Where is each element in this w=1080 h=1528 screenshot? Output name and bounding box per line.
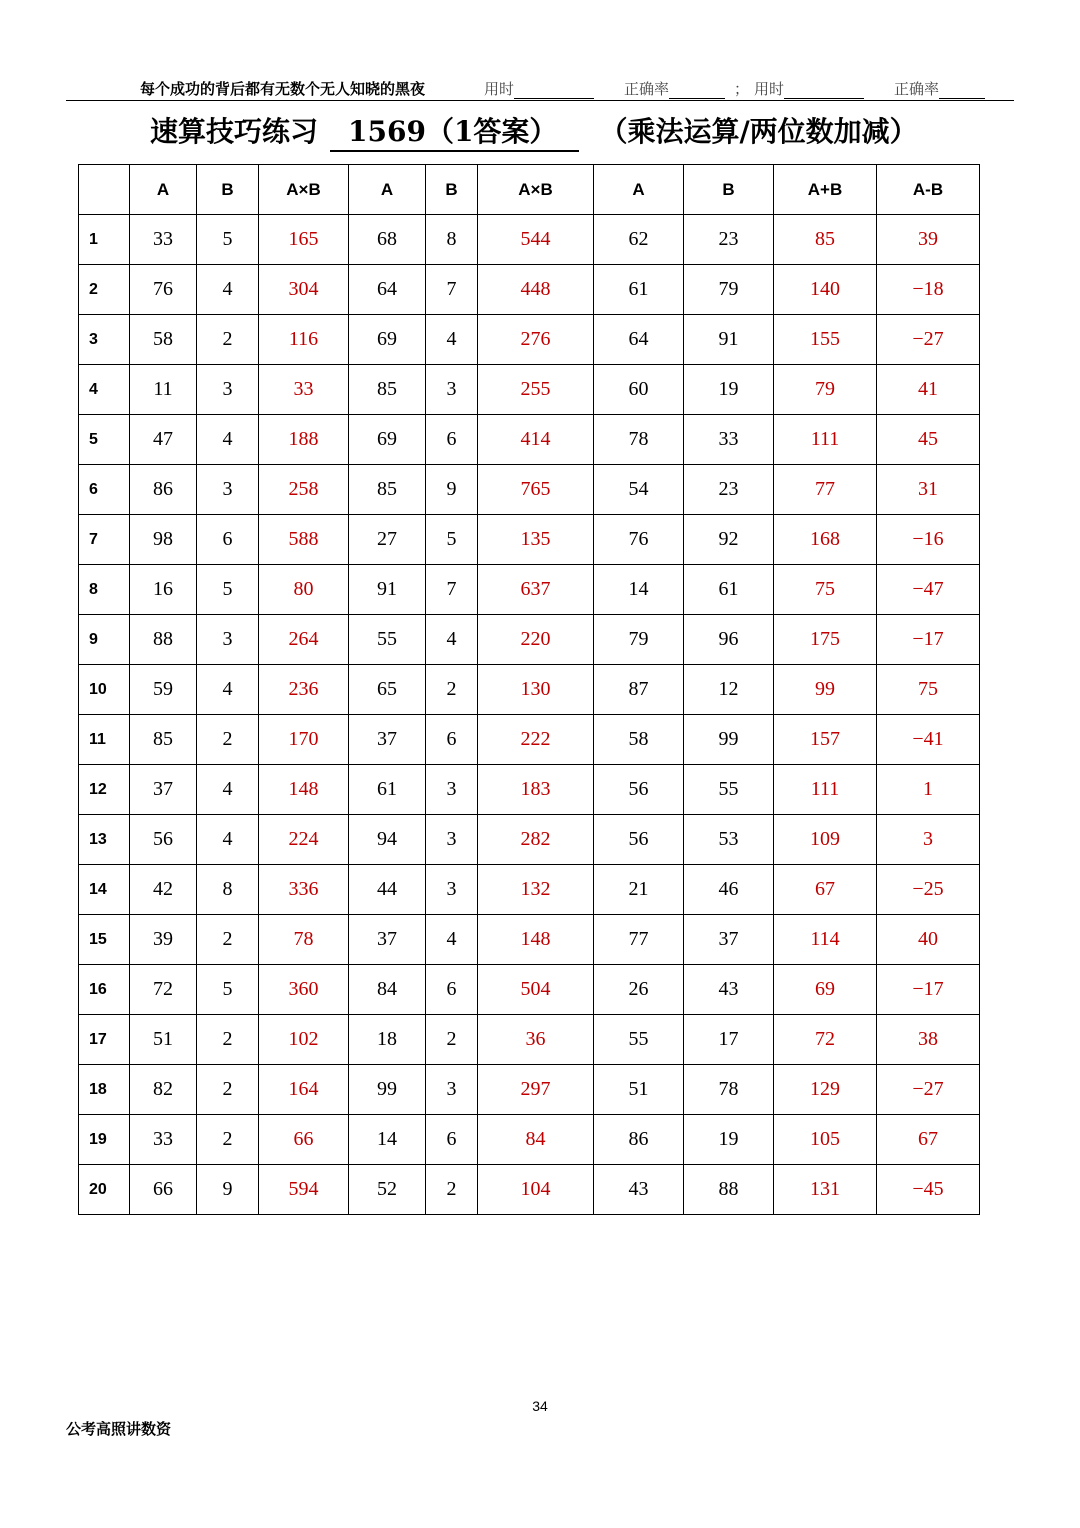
cell-a1: 82 (130, 1065, 197, 1115)
cell-a2: 94 (349, 815, 426, 865)
cell-product2: 637 (478, 565, 594, 615)
table-row (79, 1165, 980, 1215)
cell-a1: 85 (130, 715, 197, 765)
cell-product2: 297 (478, 1065, 594, 1115)
cell-a1: 98 (130, 515, 197, 565)
row-number: 3 (79, 315, 130, 365)
cell-b3: 55 (684, 765, 774, 815)
column-header-b2: B (426, 165, 478, 215)
column-header-a1: A (130, 165, 197, 215)
cell-a3: 14 (594, 565, 684, 615)
cell-b3: 23 (684, 465, 774, 515)
cell-difference: −17 (877, 965, 980, 1015)
time-blank-2[interactable] (784, 84, 864, 99)
cell-a2: 85 (349, 465, 426, 515)
table-row (79, 865, 980, 915)
cell-b2: 4 (426, 915, 478, 965)
row-number: 4 (79, 365, 130, 415)
table-row (79, 815, 980, 865)
cell-a2: 68 (349, 215, 426, 265)
cell-b3: 17 (684, 1015, 774, 1065)
cell-a1: 72 (130, 965, 197, 1015)
cell-a3: 58 (594, 715, 684, 765)
footer-text: 公考高照讲数资 (66, 1421, 172, 1438)
column-header-b1: B (197, 165, 259, 215)
time-blank-1[interactable] (514, 84, 594, 99)
answer-table (78, 164, 980, 1215)
table-body (79, 215, 980, 1215)
cell-b3: 19 (684, 365, 774, 415)
cell-a3: 79 (594, 615, 684, 665)
table-row (79, 515, 980, 565)
table-row (79, 615, 980, 665)
cell-a2: 52 (349, 1165, 426, 1215)
cell-product2: 220 (478, 615, 594, 665)
time-field-2 (754, 78, 864, 99)
cell-b1: 4 (197, 265, 259, 315)
cell-b1: 3 (197, 365, 259, 415)
cell-b1: 3 (197, 615, 259, 665)
row-number: 16 (79, 965, 130, 1015)
cell-difference: 39 (877, 215, 980, 265)
row-number: 14 (79, 865, 130, 915)
cell-a1: 37 (130, 765, 197, 815)
page-title (150, 110, 918, 154)
cell-b2: 6 (426, 1115, 478, 1165)
time-label-1: 用时 (484, 81, 515, 98)
time-label-2: 用时 (754, 81, 785, 98)
row-number: 20 (79, 1165, 130, 1215)
cell-sum: 99 (774, 665, 877, 715)
cell-a2: 27 (349, 515, 426, 565)
cell-product2: 84 (478, 1115, 594, 1165)
cell-b3: 53 (684, 815, 774, 865)
table-row (79, 365, 980, 415)
cell-product1: 170 (259, 715, 349, 765)
cell-difference: 31 (877, 465, 980, 515)
cell-a3: 76 (594, 515, 684, 565)
cell-a1: 42 (130, 865, 197, 915)
cell-a2: 37 (349, 715, 426, 765)
cell-a3: 51 (594, 1065, 684, 1115)
motto-text: 每个成功的背后都有无数个无人知晓的黑夜 (140, 81, 426, 98)
title-suffix: （乘法运算/两位数加减） (599, 115, 918, 148)
cell-a1: 88 (130, 615, 197, 665)
cell-b3: 23 (684, 215, 774, 265)
cell-sum: 69 (774, 965, 877, 1015)
cell-a1: 86 (130, 465, 197, 515)
cell-product1: 258 (259, 465, 349, 515)
row-number: 6 (79, 465, 130, 515)
table-row (79, 915, 980, 965)
cell-b2: 2 (426, 1015, 478, 1065)
cell-b2: 6 (426, 415, 478, 465)
cell-b3: 19 (684, 1115, 774, 1165)
cell-b2: 5 (426, 515, 478, 565)
cell-difference: −27 (877, 315, 980, 365)
cell-difference: 3 (877, 815, 980, 865)
cell-a1: 76 (130, 265, 197, 315)
cell-a1: 33 (130, 1115, 197, 1165)
accuracy-label-2: 正确率 (894, 81, 940, 98)
cell-a3: 26 (594, 965, 684, 1015)
title-code: 1569（1答案） (330, 110, 579, 152)
cell-product2: 255 (478, 365, 594, 415)
cell-sum: 131 (774, 1165, 877, 1215)
cell-product2: 135 (478, 515, 594, 565)
table-row (79, 465, 980, 515)
cell-product2: 104 (478, 1165, 594, 1215)
cell-a3: 78 (594, 415, 684, 465)
cell-a1: 51 (130, 1015, 197, 1065)
table-row (79, 1115, 980, 1165)
cell-difference: 41 (877, 365, 980, 415)
cell-a2: 14 (349, 1115, 426, 1165)
cell-b2: 3 (426, 865, 478, 915)
cell-difference: 40 (877, 915, 980, 965)
cell-a2: 65 (349, 665, 426, 715)
cell-sum: 105 (774, 1115, 877, 1165)
header-row (79, 165, 980, 215)
cell-a2: 61 (349, 765, 426, 815)
row-number: 13 (79, 815, 130, 865)
cell-sum: 155 (774, 315, 877, 365)
column-header-a3: A (594, 165, 684, 215)
cell-product1: 588 (259, 515, 349, 565)
column-header-sum: A+B (774, 165, 877, 215)
cell-sum: 129 (774, 1065, 877, 1115)
cell-b1: 4 (197, 765, 259, 815)
table-row (79, 965, 980, 1015)
cell-a2: 69 (349, 415, 426, 465)
cell-b3: 37 (684, 915, 774, 965)
row-number: 12 (79, 765, 130, 815)
cell-b2: 6 (426, 715, 478, 765)
cell-b2: 3 (426, 765, 478, 815)
cell-difference: −27 (877, 1065, 980, 1115)
cell-difference: −17 (877, 615, 980, 665)
table-row (79, 665, 980, 715)
row-number: 19 (79, 1115, 130, 1165)
cell-product1: 594 (259, 1165, 349, 1215)
cell-product1: 33 (259, 365, 349, 415)
row-number: 1 (79, 215, 130, 265)
cell-a1: 39 (130, 915, 197, 965)
cell-a3: 60 (594, 365, 684, 415)
cell-a1: 58 (130, 315, 197, 365)
cell-b1: 4 (197, 815, 259, 865)
cell-difference: 38 (877, 1015, 980, 1065)
cell-difference: −25 (877, 865, 980, 915)
cell-product1: 148 (259, 765, 349, 815)
cell-product1: 78 (259, 915, 349, 965)
cell-sum: 72 (774, 1015, 877, 1065)
cell-b1: 5 (197, 965, 259, 1015)
cell-b1: 2 (197, 715, 259, 765)
cell-a2: 64 (349, 265, 426, 315)
table-row (79, 765, 980, 815)
cell-b2: 3 (426, 1065, 478, 1115)
cell-b2: 3 (426, 815, 478, 865)
cell-difference: 67 (877, 1115, 980, 1165)
cell-product2: 544 (478, 215, 594, 265)
cell-sum: 79 (774, 365, 877, 415)
cell-b2: 6 (426, 965, 478, 1015)
cell-product2: 414 (478, 415, 594, 465)
cell-b2: 3 (426, 365, 478, 415)
cell-a1: 47 (130, 415, 197, 465)
cell-a3: 62 (594, 215, 684, 265)
cell-difference: −41 (877, 715, 980, 765)
cell-sum: 114 (774, 915, 877, 965)
column-header-product2: A×B (478, 165, 594, 215)
cell-product2: 282 (478, 815, 594, 865)
cell-b1: 2 (197, 315, 259, 365)
column-header-index (79, 165, 130, 215)
column-header-product1: A×B (259, 165, 349, 215)
cell-difference: −16 (877, 515, 980, 565)
title-prefix: 速算技巧练习 (150, 115, 319, 148)
cell-a1: 16 (130, 565, 197, 615)
cell-product2: 448 (478, 265, 594, 315)
cell-a3: 77 (594, 915, 684, 965)
cell-product1: 102 (259, 1015, 349, 1065)
table-row (79, 215, 980, 265)
cell-a3: 86 (594, 1115, 684, 1165)
cell-difference: −47 (877, 565, 980, 615)
row-number: 7 (79, 515, 130, 565)
cell-b2: 9 (426, 465, 478, 515)
cell-product2: 222 (478, 715, 594, 765)
cell-a3: 21 (594, 865, 684, 915)
page-number: 34 (532, 1398, 548, 1414)
cell-product1: 188 (259, 415, 349, 465)
cell-b1: 5 (197, 565, 259, 615)
cell-b1: 9 (197, 1165, 259, 1215)
separator: ； (734, 81, 750, 98)
row-number: 15 (79, 915, 130, 965)
cell-difference: −18 (877, 265, 980, 315)
row-number: 17 (79, 1015, 130, 1065)
cell-b2: 4 (426, 615, 478, 665)
cell-a3: 64 (594, 315, 684, 365)
cell-a2: 85 (349, 365, 426, 415)
cell-product2: 36 (478, 1015, 594, 1065)
cell-sum: 77 (774, 465, 877, 515)
table-row (79, 1065, 980, 1115)
cell-b1: 5 (197, 215, 259, 265)
cell-b1: 4 (197, 665, 259, 715)
row-number: 5 (79, 415, 130, 465)
cell-b1: 2 (197, 915, 259, 965)
cell-sum: 85 (774, 215, 877, 265)
cell-sum: 140 (774, 265, 877, 315)
column-header-difference: A-B (877, 165, 980, 215)
cell-a2: 69 (349, 315, 426, 365)
cell-difference: −45 (877, 1165, 980, 1215)
cell-b1: 2 (197, 1015, 259, 1065)
cell-product1: 165 (259, 215, 349, 265)
cell-b1: 6 (197, 515, 259, 565)
cell-a2: 44 (349, 865, 426, 915)
cell-sum: 157 (774, 715, 877, 765)
cell-a3: 43 (594, 1165, 684, 1215)
cell-b3: 43 (684, 965, 774, 1015)
cell-b3: 99 (684, 715, 774, 765)
cell-product1: 80 (259, 565, 349, 615)
cell-product1: 66 (259, 1115, 349, 1165)
table-row (79, 715, 980, 765)
column-header-b3: B (684, 165, 774, 215)
row-number: 8 (79, 565, 130, 615)
cell-b3: 88 (684, 1165, 774, 1215)
cell-a2: 84 (349, 965, 426, 1015)
cell-b3: 46 (684, 865, 774, 915)
cell-difference: 45 (877, 415, 980, 465)
cell-b3: 96 (684, 615, 774, 665)
cell-a3: 61 (594, 265, 684, 315)
table-row (79, 415, 980, 465)
cell-product1: 116 (259, 315, 349, 365)
cell-b3: 61 (684, 565, 774, 615)
cell-b2: 2 (426, 665, 478, 715)
cell-a3: 87 (594, 665, 684, 715)
cell-b1: 2 (197, 1115, 259, 1165)
cell-b1: 8 (197, 865, 259, 915)
cell-b2: 7 (426, 265, 478, 315)
column-header-a2: A (349, 165, 426, 215)
table-row (79, 565, 980, 615)
cell-b3: 78 (684, 1065, 774, 1115)
cell-a1: 59 (130, 665, 197, 715)
cell-product2: 504 (478, 965, 594, 1015)
cell-a3: 56 (594, 815, 684, 865)
cell-a2: 37 (349, 915, 426, 965)
cell-a1: 11 (130, 365, 197, 415)
cell-b1: 2 (197, 1065, 259, 1115)
cell-product2: 148 (478, 915, 594, 965)
cell-a3: 56 (594, 765, 684, 815)
cell-a1: 56 (130, 815, 197, 865)
cell-product2: 130 (478, 665, 594, 715)
cell-product1: 304 (259, 265, 349, 315)
row-number: 11 (79, 715, 130, 765)
cell-b2: 4 (426, 315, 478, 365)
cell-a2: 18 (349, 1015, 426, 1065)
cell-a1: 33 (130, 215, 197, 265)
cell-sum: 168 (774, 515, 877, 565)
table-row (79, 315, 980, 365)
cell-sum: 67 (774, 865, 877, 915)
cell-a2: 55 (349, 615, 426, 665)
cell-sum: 75 (774, 565, 877, 615)
cell-product2: 276 (478, 315, 594, 365)
time-field-1 (484, 78, 594, 99)
table-row (79, 265, 980, 315)
cell-a3: 55 (594, 1015, 684, 1065)
cell-product2: 765 (478, 465, 594, 515)
cell-product1: 360 (259, 965, 349, 1015)
cell-b2: 7 (426, 565, 478, 615)
cell-product1: 224 (259, 815, 349, 865)
row-number: 10 (79, 665, 130, 715)
row-number: 2 (79, 265, 130, 315)
accuracy-field-1 (624, 78, 725, 99)
cell-a3: 54 (594, 465, 684, 515)
page-header (66, 76, 1014, 101)
cell-b1: 3 (197, 465, 259, 515)
row-number: 9 (79, 615, 130, 665)
cell-difference: 75 (877, 665, 980, 715)
cell-product1: 264 (259, 615, 349, 665)
cell-b3: 92 (684, 515, 774, 565)
cell-b2: 8 (426, 215, 478, 265)
cell-difference: 1 (877, 765, 980, 815)
accuracy-label-1: 正确率 (624, 81, 670, 98)
cell-sum: 109 (774, 815, 877, 865)
cell-sum: 175 (774, 615, 877, 665)
cell-a2: 91 (349, 565, 426, 615)
cell-b3: 91 (684, 315, 774, 365)
cell-product1: 336 (259, 865, 349, 915)
cell-b2: 2 (426, 1165, 478, 1215)
cell-product2: 183 (478, 765, 594, 815)
cell-product1: 236 (259, 665, 349, 715)
cell-b3: 79 (684, 265, 774, 315)
cell-b3: 12 (684, 665, 774, 715)
row-number: 18 (79, 1065, 130, 1115)
cell-sum: 111 (774, 765, 877, 815)
cell-a2: 99 (349, 1065, 426, 1115)
cell-product1: 164 (259, 1065, 349, 1115)
cell-product2: 132 (478, 865, 594, 915)
cell-sum: 111 (774, 415, 877, 465)
cell-b3: 33 (684, 415, 774, 465)
cell-b1: 4 (197, 415, 259, 465)
table-row (79, 1015, 980, 1065)
accuracy-blank-1[interactable] (669, 84, 725, 99)
cell-a1: 66 (130, 1165, 197, 1215)
accuracy-blank-2[interactable] (939, 84, 985, 99)
accuracy-field-2 (894, 78, 985, 99)
